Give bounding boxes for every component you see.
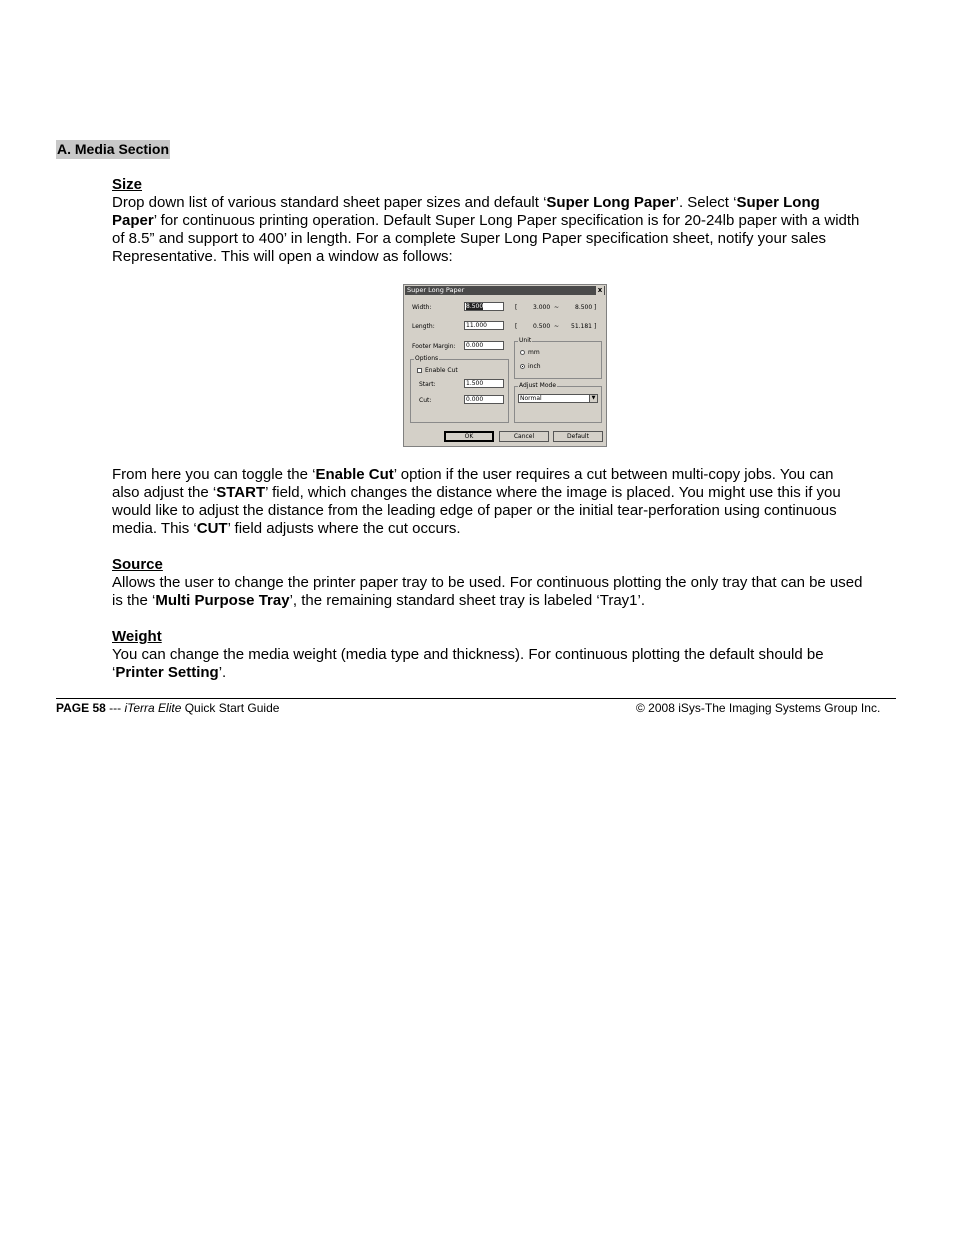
source-heading: Source (112, 556, 163, 573)
dialog-title-bar (405, 286, 605, 295)
guide-name: Quick Start Guide (181, 701, 280, 715)
footer-separator: --- (105, 701, 125, 715)
width-range-dash: ~ (554, 304, 560, 311)
enable-cut-paragraph (112, 466, 912, 538)
default-button[interactable]: Default (553, 431, 603, 442)
unit-group-title: Unit (519, 337, 532, 344)
width-range-open: [ (515, 304, 518, 311)
size-line-3: of 8.5” and support to 400’ in length. For a complete Super Long Paper specification sheet, notify your sales (112, 230, 827, 247)
enable-cut-line-3: would like to adjust the distance from the leading edge of paper or the initial tear-perforation using continuous (112, 502, 837, 519)
source-line-1: Allows the user to change the printer paper tray to be used. For continuous plotting the only tray that can be used (112, 574, 863, 591)
size-paragraph (112, 194, 912, 266)
source-line-2: is the ‘Multi Purpose Tray’, the remaining standard sheet tray is labeled ‘Tray1’. (112, 592, 646, 609)
weight-heading: Weight (112, 628, 162, 645)
length-range-dash: ~ (554, 323, 560, 330)
weight-line-2: ‘Printer Setting’. (112, 664, 227, 681)
length-range-close: ] (594, 323, 597, 330)
width-input[interactable]: 8.500 (464, 302, 504, 311)
enable-cut-line-1: From here you can toggle the ‘Enable Cut’ option if the user requires a cut between multi-copy jobs. You can (112, 466, 834, 483)
footer-copyright: © 2008 iSys-The Imaging Systems Group Inc. (636, 701, 881, 715)
length-input[interactable]: 11.000 (464, 321, 504, 330)
size-line-2: Paper’ for continuous printing operation. Default Super Long Paper specification is for 20-24lb paper with a width (112, 212, 860, 229)
start-input[interactable]: 1.500 (464, 379, 504, 388)
unit-inch-radio[interactable] (520, 364, 525, 369)
length-max: 51.181 (571, 323, 592, 330)
section-title: A. Media Section (57, 141, 170, 157)
width-max: 8.500 (575, 304, 593, 311)
width-min: 3.000 (533, 304, 551, 311)
close-icon[interactable]: x (597, 286, 603, 294)
adjust-mode-group (514, 382, 602, 423)
size-heading: Size (112, 176, 143, 193)
source-paragraph (112, 574, 912, 610)
size-line-4: Representative. This will open a window as follows: (112, 248, 453, 265)
footer-divider (56, 698, 896, 699)
footer-margin-label: Footer Margin: (412, 343, 456, 350)
unit-mm-radio[interactable] (520, 350, 525, 355)
adjust-mode-select[interactable] (518, 394, 598, 403)
enable-cut-line-4: media. This ‘CUT’ field adjusts where the cut occurs. (112, 520, 461, 537)
page-number: PAGE 58 (56, 701, 106, 715)
enable-cut-label: Enable Cut (425, 367, 458, 374)
width-range-close: ] (594, 304, 597, 311)
options-group (410, 355, 509, 423)
chevron-down-icon[interactable]: ▼ (589, 395, 597, 402)
size-line-1: Drop down list of various standard sheet paper sizes and default ‘Super Long Paper’. Select ‘Super Long (112, 194, 820, 211)
width-label: Width: (412, 304, 432, 311)
weight-paragraph (112, 646, 912, 682)
adjust-mode-value: Normal (520, 395, 542, 402)
adjust-mode-group-title: Adjust Mode (519, 382, 557, 389)
product-name: iTerra Elite (124, 701, 182, 715)
footer-margin-input[interactable]: 0.000 (464, 341, 504, 350)
unit-inch-label: inch (528, 363, 541, 370)
length-range-open: [ (515, 323, 518, 330)
options-group-title: Options (415, 355, 439, 362)
enable-cut-checkbox[interactable] (417, 368, 422, 373)
start-label: Start: (419, 381, 436, 388)
ok-button[interactable]: OK (444, 431, 494, 442)
weight-line-1: You can change the media weight (media type and thickness). For continuous plotting the default should be (112, 646, 824, 663)
unit-group (514, 337, 602, 379)
super-long-paper-dialog (403, 284, 607, 447)
enable-cut-line-2: also adjust the ‘START’ field, which changes the distance where the image is placed. You might use this if you (112, 484, 841, 501)
dialog-title: Super Long Paper (407, 286, 465, 294)
cut-label: Cut: (419, 397, 432, 404)
footer-left (56, 701, 279, 715)
length-min: 0.500 (533, 323, 551, 330)
unit-mm-label: mm (528, 349, 540, 356)
cancel-button[interactable]: Cancel (499, 431, 549, 442)
cut-input[interactable]: 0.000 (464, 395, 504, 404)
length-label: Length: (412, 323, 435, 330)
